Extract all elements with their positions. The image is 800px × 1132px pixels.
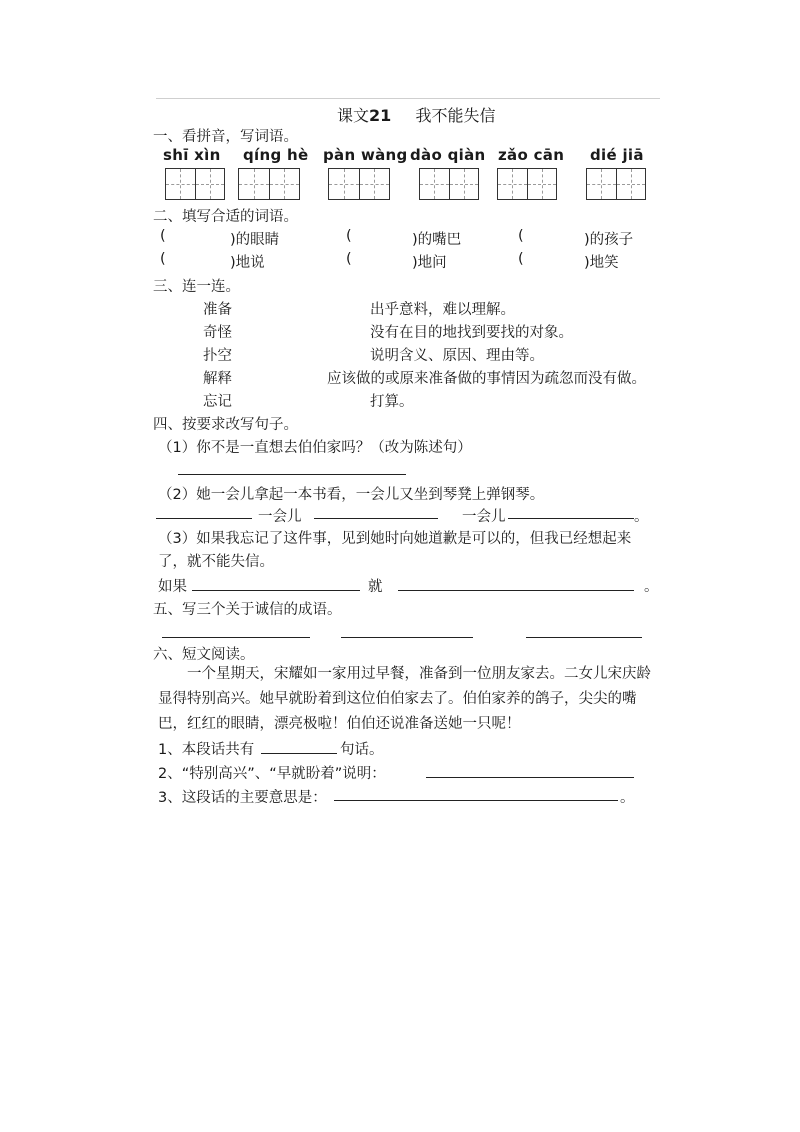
answer-line-3a[interactable] — [192, 590, 360, 591]
fill-phrase: )的嘴巴 — [412, 232, 462, 248]
reading-answer-line-2[interactable] — [426, 777, 634, 778]
paren-open: ( — [518, 228, 524, 244]
idiom-line-3[interactable] — [526, 637, 642, 638]
rewrite-question-3: （3）如果我忘记了这件事，见到她时向她道歉是可以的，但我已经想起来 — [158, 531, 632, 547]
section-1-heading: 一、看拼音，写词语。 — [153, 129, 298, 145]
title-label: 课文 — [337, 106, 370, 125]
reading-question-1: 1、本段话共有 — [158, 742, 255, 758]
match-definition[interactable]: 应该做的或原来准备做的事情因为疏忽而没有做。 — [327, 371, 646, 387]
answer-grid-1[interactable] — [165, 168, 225, 200]
idiom-line-2[interactable] — [341, 637, 473, 638]
pinyin-1: shī xìn — [163, 146, 221, 164]
match-definition[interactable]: 出乎意料，难以理解。 — [370, 302, 515, 318]
fill-phrase: )地说 — [230, 255, 265, 271]
answer-line-1[interactable] — [178, 474, 406, 475]
answer-grid-2[interactable] — [238, 168, 300, 200]
answer-line-2c[interactable] — [508, 518, 634, 519]
title-name: 我不能失信 — [415, 106, 496, 125]
answer-line-2b[interactable] — [314, 518, 438, 519]
match-word[interactable]: 扑空 — [203, 348, 232, 364]
top-rule — [156, 98, 660, 99]
answer-grid-5[interactable] — [497, 168, 557, 200]
match-word[interactable]: 解释 — [203, 371, 232, 387]
match-word[interactable]: 忘记 — [203, 394, 232, 410]
paren-open: ( — [346, 251, 352, 267]
fill-phrase: )的孩子 — [584, 232, 634, 248]
paren-open: ( — [160, 251, 166, 267]
idiom-line-1[interactable] — [162, 637, 310, 638]
page-title — [337, 103, 495, 126]
reading-question-3-period: 。 — [620, 790, 635, 806]
reading-answer-line-1[interactable] — [261, 753, 337, 754]
paren-open: ( — [160, 228, 166, 244]
match-word[interactable]: 奇怪 — [203, 325, 232, 341]
fill-phrase: )的眼睛 — [230, 232, 280, 248]
match-definition[interactable]: 说明含义、原因、理由等。 — [370, 348, 544, 364]
section-2-heading: 二、填写合适的词语。 — [153, 209, 298, 225]
q3-if: 如果 — [158, 579, 187, 595]
answer-grid-4[interactable] — [419, 168, 479, 200]
answer-grid-3[interactable] — [328, 168, 390, 200]
title-number: 21 — [369, 106, 392, 125]
rewrite-question-2: （2）她一会儿拿起一本书看，一会儿又坐到琴凳上弹钢琴。 — [158, 487, 545, 503]
answer-line-2a[interactable] — [156, 518, 252, 519]
fill-phrase: )地笑 — [584, 255, 619, 271]
answer-grid-6[interactable] — [586, 168, 646, 200]
reading-question-2: 2、“特别高兴”、“早就盼着”说明： — [158, 766, 386, 782]
pinyin-3: pàn wàng — [323, 146, 408, 164]
fill-phrase: )地问 — [412, 255, 447, 271]
paren-open: ( — [346, 228, 352, 244]
section-6-heading: 六、短文阅读。 — [153, 647, 255, 663]
section-3-heading: 三、连一连。 — [153, 279, 240, 295]
paren-open: ( — [518, 251, 524, 267]
pinyin-5: zǎo cān — [498, 146, 565, 164]
q2-period: 。 — [634, 509, 649, 525]
answer-line-3b[interactable] — [398, 590, 634, 591]
q3-then: 就 — [368, 579, 383, 595]
reading-answer-line-3[interactable] — [334, 800, 618, 801]
rewrite-question-1: （1）你不是一直想去伯伯家吗？（改为陈述句） — [158, 440, 472, 456]
section-4-heading: 四、按要求改写句子。 — [153, 417, 298, 433]
pinyin-6: dié jiā — [590, 146, 644, 164]
rewrite-question-3-cont: 了，就不能失信。 — [158, 554, 274, 570]
q2-word-2: 一会儿 — [462, 509, 506, 525]
reading-question-3: 3、这段话的主要意思是： — [158, 790, 327, 806]
reading-passage: 一个星期天，宋耀如一家用过早餐，准备到一位朋友家去。二女儿宋庆龄显得特别高兴。她早就盼着到这位伯伯家去了。伯伯家养的鸽子，尖尖的嘴巴，红红的眼睛，漂亮极啦！伯伯还说准备送她一只呢！ — [158, 666, 651, 732]
section-5-heading: 五、写三个关于诚信的成语。 — [153, 602, 342, 618]
pinyin-2: qíng hè — [243, 146, 309, 164]
match-definition[interactable]: 没有在目的地找到要找的对象。 — [370, 325, 573, 341]
q2-word-1: 一会儿 — [258, 509, 302, 525]
pinyin-4: dào qiàn — [410, 146, 486, 164]
match-definition[interactable]: 打算。 — [370, 394, 414, 410]
q3-period: 。 — [644, 579, 659, 595]
match-word[interactable]: 准备 — [203, 302, 232, 318]
reading-question-1-end: 句话。 — [340, 742, 384, 758]
